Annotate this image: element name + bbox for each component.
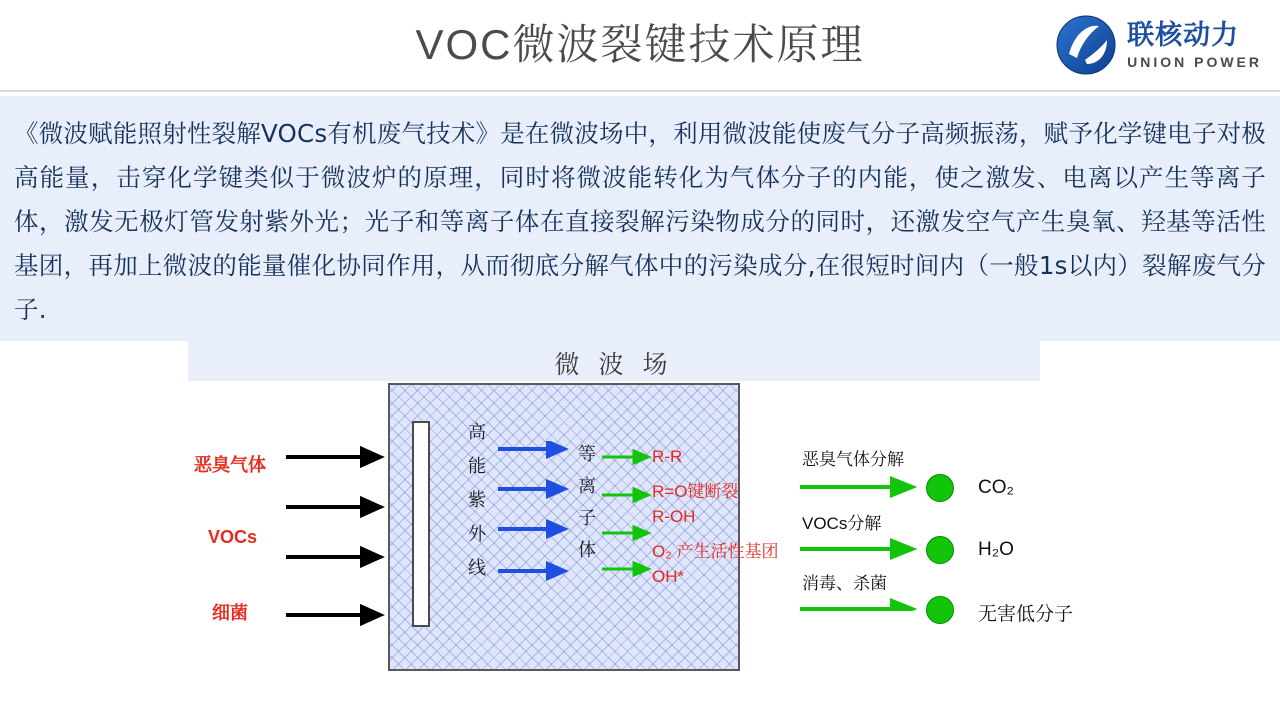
input-arrows bbox=[286, 433, 386, 673]
reaction-4: OH* bbox=[652, 567, 685, 586]
output-caption-0: 恶臭气体分解 bbox=[802, 450, 904, 469]
plasma-char-2: 子 bbox=[578, 508, 596, 528]
plasma-char-3: 体 bbox=[578, 540, 596, 560]
electrodeless-lamp bbox=[412, 421, 430, 627]
reaction-3: O₂ 产生活性基团 bbox=[652, 542, 779, 561]
product-label-0: CO₂ bbox=[978, 477, 1014, 498]
plasma-text-column bbox=[578, 445, 596, 573]
product-dot-1 bbox=[926, 536, 954, 564]
microwave-chamber bbox=[388, 383, 779, 671]
uv-char-3: 外 bbox=[468, 524, 486, 544]
reaction-2: R-OH bbox=[652, 507, 696, 526]
input-label-odor: 恶臭气体 bbox=[194, 455, 266, 475]
product-label-2: 无害低分子 bbox=[978, 604, 1074, 625]
output-caption-1: VOCs分解 bbox=[802, 514, 882, 533]
product-dot-0 bbox=[926, 474, 954, 502]
page-title: VOC微波裂键技术原理 bbox=[415, 21, 865, 68]
intro-block bbox=[0, 96, 1280, 341]
output-arrows bbox=[800, 471, 930, 611]
uv-char-2: 紫 bbox=[468, 490, 486, 510]
logo-text-en: UNION POWER bbox=[1127, 53, 1262, 70]
uv-text-column bbox=[468, 423, 486, 593]
intro-paragraph: 《微波赋能照射性裂解VOCs有机废气技术》是在微波场中，利用微波能使废气分子高频振荡，赋予化学键电子对极高能量，击穿化学键类似于微波炉的原理，同时将微波能转化为气体分子的内能，使之激发、电离以产生等离子体，激发无极灯管发射紫外光；光子和等离子体在直接裂解污染物成分的同时，还激发空气产生臭氧、羟基等活性基团，再加上微波的能量催化协同作用，从而彻底分解气体中的污染成分,在很短时间内（一般1s以内）裂解废气分子. bbox=[14, 119, 1266, 324]
microwave-field-label: 微 波 场 bbox=[554, 351, 674, 379]
reaction-0: R-R bbox=[652, 447, 683, 466]
product-dot-2 bbox=[926, 596, 954, 624]
input-label-vocs: VOCs bbox=[208, 527, 258, 547]
brand-logo bbox=[1055, 14, 1262, 76]
uv-arrows bbox=[498, 441, 578, 621]
process-diagram bbox=[0, 341, 1280, 720]
reaction-1: R=O键断裂 bbox=[652, 482, 739, 501]
product-label-1: H₂O bbox=[978, 539, 1014, 560]
input-label-bacteria: 细菌 bbox=[212, 603, 248, 623]
plasma-arrows bbox=[602, 447, 658, 607]
title-divider bbox=[0, 90, 1280, 92]
plasma-char-1: 离 bbox=[578, 476, 596, 496]
output-caption-2: 消毒、杀菌 bbox=[802, 574, 887, 593]
union-power-logo-icon bbox=[1055, 14, 1117, 76]
uv-char-0: 高 bbox=[468, 422, 486, 442]
logo-text-cn: 联核动力 bbox=[1127, 19, 1240, 50]
plasma-char-0: 等 bbox=[578, 444, 596, 464]
uv-char-1: 能 bbox=[468, 456, 486, 476]
uv-char-4: 线 bbox=[468, 558, 486, 578]
